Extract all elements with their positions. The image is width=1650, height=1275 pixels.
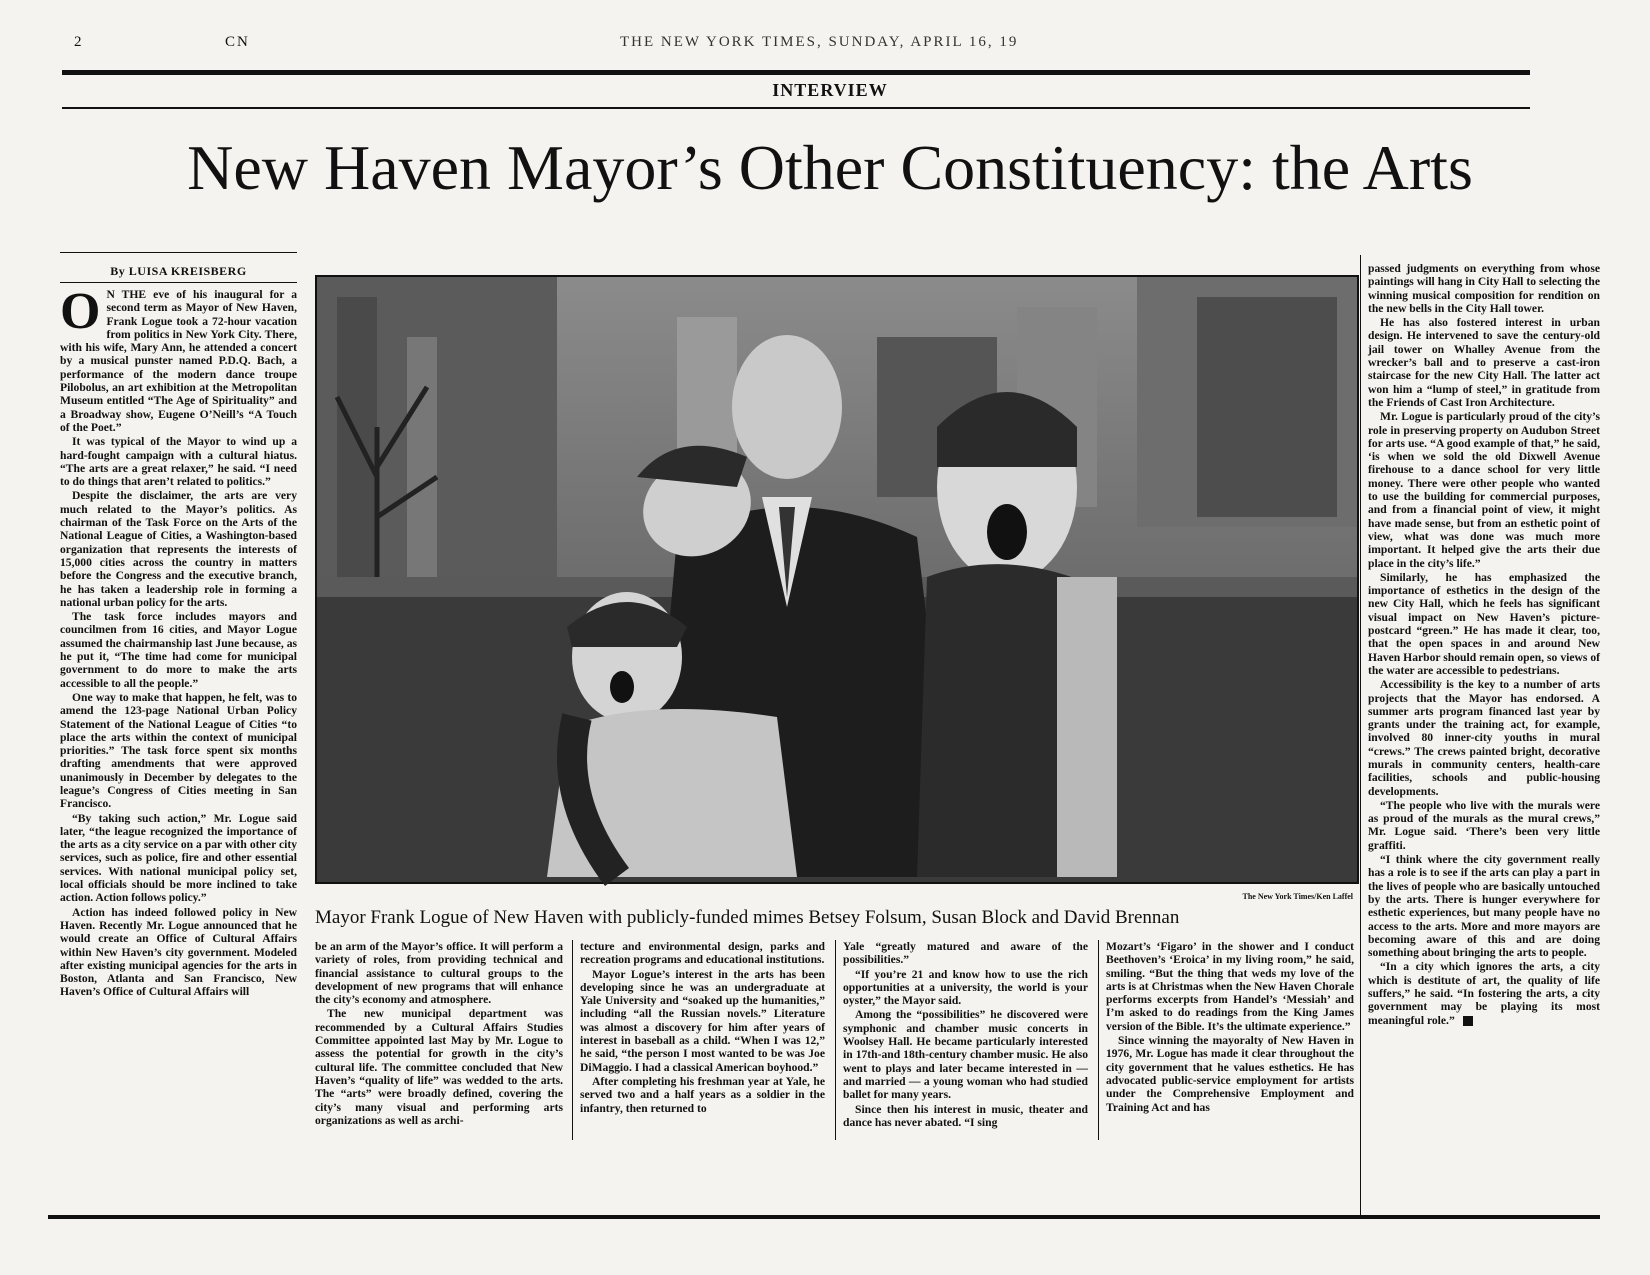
paragraph: “I think where the city government really has a role is to see if the arts can play a part in the lives of people who are basically untouched by the arts. There is hunger everywhere for esthetic experiences, but many people have no access to the arts. More and more mayors are becoming aware of this and are doing something about bringing the arts to people. <box>1368 853 1600 960</box>
section-kicker: INTERVIEW <box>772 80 888 100</box>
masthead <box>60 30 1600 56</box>
paragraph <box>60 283 297 434</box>
paragraph: passed judgments on everything from whose paintings will hang in City Hall to selecting the winning musical composition for rendition on the new bells in the City Hall tower. <box>1368 262 1600 315</box>
paragraph: tecture and environmental design, parks and recreation programs and educational institutions. <box>580 940 825 967</box>
paragraph: Among the “possibilities” he discovered were symphonic and chamber music concerts in Woolsey Hall. He became particularly interested in 17th-and 18th-century chamber music. He also went to plays and later became interested in — and married — a young woman who had studied ballet for many years. <box>843 1008 1088 1102</box>
paragraph: Mozart’s ‘Figaro’ in the shower and I conduct Beethoven’s ‘Eroica’ in my living room,” he said, smiling. “But the thing that weds my love of the arts is at Christmas when the New Haven Chorale performs excerpts from Handel’s ‘Messiah’ and I’m asked to do readings from the King James version of the Bible. It’s the ultimate experience.” <box>1106 940 1354 1033</box>
paragraph: Since winning the mayoralty of New Haven in 1976, Mr. Logue has made it clear throughout the city government that he values esthetics. He has advocated public-service employment for artists under the Comprehensive Employment and Training Act and has <box>1106 1034 1354 1114</box>
column-gutter-rule <box>835 940 836 1140</box>
masthead-rule <box>62 70 1530 75</box>
paragraph: It was typical of the Mayor to wind up a hard-fought campaign with a cultural hiatus. “The arts are a great relaxer,” he said. “I need to do things that aren’t related to politics.” <box>60 435 297 489</box>
paragraph: The new municipal department was recommended by a Cultural Affairs Studies Committee appointed last May by Mr. Logue to assess the potential for growth in the city’s cultural life. The committee concluded that New Haven’s “quality of life” was wedded to the arts. The “arts” were broadly defined, covering the city’s many visual and performing arts organizations as well as archi- <box>315 1007 563 1127</box>
byline-rule-top <box>60 252 297 253</box>
paragraph: He has also fostered interest in urban design. He intervened to save the century-old jail tower on Whalley Avenue from the wrecker’s ball and to preserve a cast-iron staircase for the new City Hall. The latter act won him a “lump of steel,” in gratitude from the Friends of Cast Iron Architecture. <box>1368 316 1600 409</box>
article-column-left <box>60 283 297 999</box>
paragraph: After completing his freshman year at Yale, he served two and a half years as a soldier in the infantry, then returned to <box>580 1074 825 1115</box>
dateline: THE NEW YORK TIMES, SUNDAY, APRIL 16, 19 <box>620 34 1019 50</box>
page-bottom-rule <box>48 1215 1600 1219</box>
column-gutter-rule <box>1360 255 1361 1215</box>
byline: By LUISA KREISBERG <box>110 264 247 278</box>
end-mark <box>1463 1016 1473 1026</box>
paragraph <box>1368 960 1600 1026</box>
paragraph: “The people who live with the murals were as proud of the murals as the mural crews,” Mr. Logue said. ‘There’s been very little graffiti. <box>1368 798 1600 852</box>
article-column-bottom-2 <box>580 940 825 1140</box>
drop-cap: O <box>60 283 101 340</box>
paragraph: Since then his interest in music, theater and dance has never abated. “I sing <box>843 1102 1088 1129</box>
article-photo <box>315 275 1359 884</box>
paragraph: Mr. Logue is particularly proud of the city’s role in preserving property on Audubon Street for arts use. “A good example of that,” he said, ‘is when we sold the old Dixwell Avenue firehouse to a dance school for very little money. There were other people who wanted to use the building for commercial purposes, and from a financial point of view, it might have made sense, but from an esthetic point of view, what was done was much more important. It helped give the arts their due place in the city’s life.” <box>1368 410 1600 570</box>
section-code: CN <box>225 34 250 50</box>
column-gutter-rule <box>1098 940 1099 1140</box>
article-column-bottom-4 <box>1106 940 1354 1140</box>
paragraph: Despite the disclaimer, the arts are very much related to the Mayor’s politics. As chairman of the Task Force on the Arts of the National League of Cities, a Washington-based organization that represents the interests of 15,000 cities across the country in matters before the Congress and the executive branch, he has taken a leadership role in forming a national urban policy for the arts. <box>60 489 297 609</box>
paragraph: be an arm of the Mayor’s office. It will perform a variety of roles, from providing technical and financial assistance to cultural groups to the development of new programs that will enhance the city’s economy and atmosphere. <box>315 940 563 1007</box>
paragraph: Similarly, he has emphasized the importance of esthetics in the design of the new City Hall, which he feels has significant visual impact on New Haven’s picture-postcard “green.” He has made it clear, too, that the open spaces in and around New Haven Harbor should remain open, so views of the water are accessible to pedestrians. <box>1368 570 1600 677</box>
paragraph: One way to make that happen, he felt, was to amend the 123-page National Urban Policy Statement of the National League of Cities “to place the arts within the context of municipal priorities.” The task force spent six months drafting amendments that were approved unanimously in December by delegates to the league’s Congress of Cities meeting in San Francisco. <box>60 690 297 811</box>
paragraph: “By taking such action,” Mr. Logue said later, “the league recognized the importance of the arts as a city service on a par with other city services, such as police, fire and other essential services. With national municipal policy set, local officials should be more inclined to take action. Action follows policy.” <box>60 811 297 905</box>
headline: New Haven Mayor’s Other Constituency: the Arts <box>187 132 1473 203</box>
paragraph: Yale “greatly matured and aware of the possibilities.” <box>843 940 1088 967</box>
paragraph: Action has indeed followed policy in New Haven. Recently Mr. Logue announced that he would create an Office of Cultural Affairs within New Haven’s city government. Modeled after existing municipal agencies for the arts in Boston, Atlanta and San Francisco, New Haven’s Office of Cultural Affairs will <box>60 905 297 999</box>
paragraph-text: N THE eve of his inaugural for a second term as Mayor of New Haven, Frank Logue took a 72-hour vacation from politics in New York City. There, with his wife, Mary Ann, he attended a concert by a musical punster named P.D.Q. Bach, a performance of the modern dance troupe Pilobolus, an art exhibition at the Metropolitan Museum entitled “The Age of Spirituality” and a Broadway show, Eugene O’Neill’s “A Touch of the Poet.” <box>60 288 297 434</box>
paragraph: Accessibility is the key to a number of arts projects that the Mayor has endorsed. A summer arts program financed last year by grants under the training act, for example, involved 80 inner-city youths in mural “crews.” The crews painted bright, decorative murals in community centers, health-care facilities, schools and public-housing developments. <box>1368 678 1600 798</box>
page-number: 2 <box>74 34 84 50</box>
article-column-right <box>1368 262 1600 1212</box>
photo-credit: The New York Times/Ken Laffel <box>1242 892 1353 901</box>
photo-caption: Mayor Frank Logue of New Haven with publicly-funded mimes Betsey Folsum, Susan Block and David Brennan <box>315 907 1180 928</box>
paragraph-text: “In a city which ignores the arts, a city which is destitute of art, the quality of life suffers,” he said. “In fostering the arts, a city government may be playing its most meaningful role.” <box>1368 960 1600 1027</box>
paragraph: Mayor Logue’s interest in the arts has been developing since he was an undergraduate at Yale University and “soaked up the humanities,” including “all the Russian novels.” Literature was almost a discovery for him after years of interest in baseball as a child. “When I was 12,” he said, “the person I most wanted to be was Joe DiMaggio. I had a classical American boyhood.” <box>580 967 825 1074</box>
article-column-bottom-1 <box>315 940 563 1140</box>
paragraph: “If you’re 21 and know how to use the rich opportunities at a university, the world is your oyster,” the Mayor said. <box>843 967 1088 1008</box>
column-gutter-rule <box>572 940 573 1140</box>
article-column-bottom-3 <box>843 940 1088 1140</box>
photo-illustration <box>317 277 1357 882</box>
kicker-rule <box>62 107 1530 109</box>
paragraph: The task force includes mayors and councilmen from 16 cities, and Mayor Logue assumed the chairmanship last June because, as he put it, “The time had come for municipal government to do more to make the arts accessible to all the people.” <box>60 610 297 690</box>
